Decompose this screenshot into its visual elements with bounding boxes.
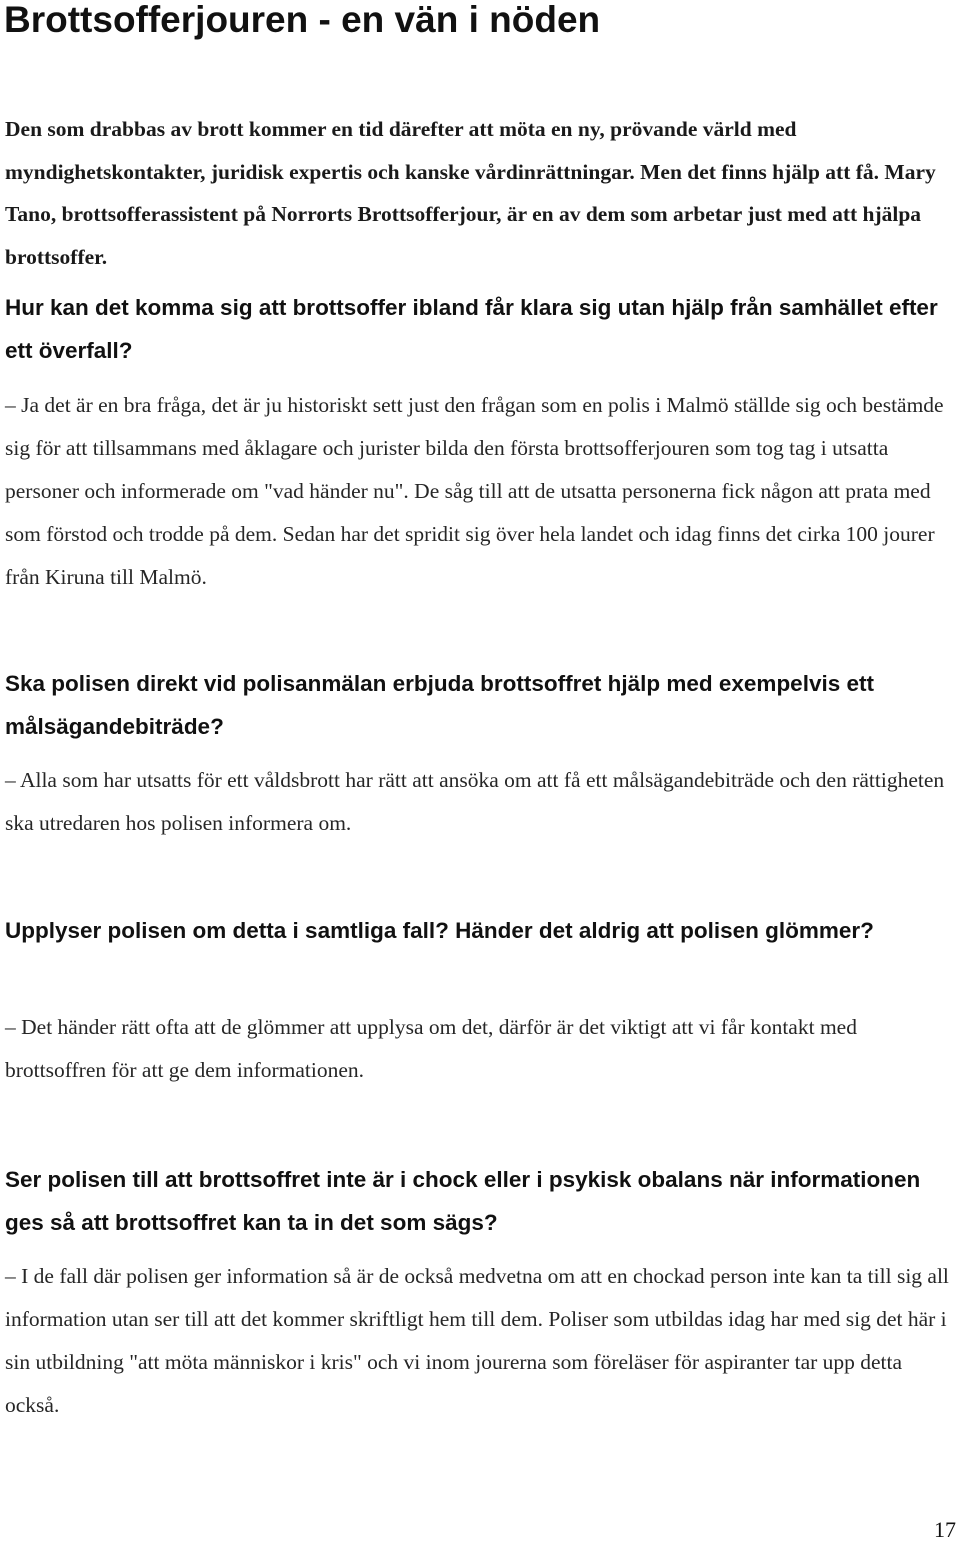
answer-2: – Alla som har utsatts för ett våldsbrott har rätt att ansöka om att få ett målsägandebiträde och den rättigheten ska utredaren hos polisen informera om. xyxy=(5,768,945,835)
question-1: Hur kan det komma sig att brottsoffer ibland får klara sig utan hjälp från samhället efter ett överfall? xyxy=(5,295,938,363)
question-4: Ser polisen till att brottsoffret inte är i chock eller i psykisk obalans när informationen ges så att brottsoffret kan ta in det som sägs? xyxy=(5,1167,921,1235)
article-title: Brottsofferjouren - en vän i nöden xyxy=(4,0,601,40)
article-lead: Den som drabbas av brott kommer en tid därefter att möta en ny, prövande värld med myndighetskontakter, juridisk expertis och kanske vårdinrättningar. Men det finns hjälp att få. Mary Tano, brottsofferassistent på Norrorts Brottsofferjour, är en av dem som arbetar just med att hjälpa brottsoffer. xyxy=(5,117,936,269)
page-number: 17 xyxy=(934,1517,956,1542)
answer-3: – Det händer rätt ofta att de glömmer att upplysa om det, därför är det viktigt att vi får kontakt med brottsoffren för att ge dem informationen. xyxy=(5,1015,857,1082)
question-2: Ska polisen direkt vid polisanmälan erbjuda brottsoffret hjälp med exempelvis ett målsägandebiträde? xyxy=(5,671,874,739)
question-3: Upplyser polisen om detta i samtliga fall? Händer det aldrig att polisen glömmer? xyxy=(5,918,874,943)
answer-4: – I de fall där polisen ger information så är de också medvetna om att en chockad person inte kan ta till sig all information utan ser till att det kommer skriftligt hem till dem. Poliser som utbildas idag har med sig det här i sin utbildning "att möta människor i kris" och vi inom jourerna som föreläser för aspiranter tar upp detta också. xyxy=(5,1264,949,1417)
answer-1: – Ja det är en bra fråga, det är ju historiskt sett just den frågan som en polis i Malmö ställde sig och bestämde sig för att tillsammans med åklagare och jurister bilda den första brottsofferjouren som tog tag i utsatta personer och informerade om "vad händer nu". De såg till att de utsatta personerna fick någon att prata med som förstod och trodde på dem. Sedan har det spridit sig över hela landet och idag finns det cirka 100 jourer från Kiruna till Malmö. xyxy=(5,393,944,589)
